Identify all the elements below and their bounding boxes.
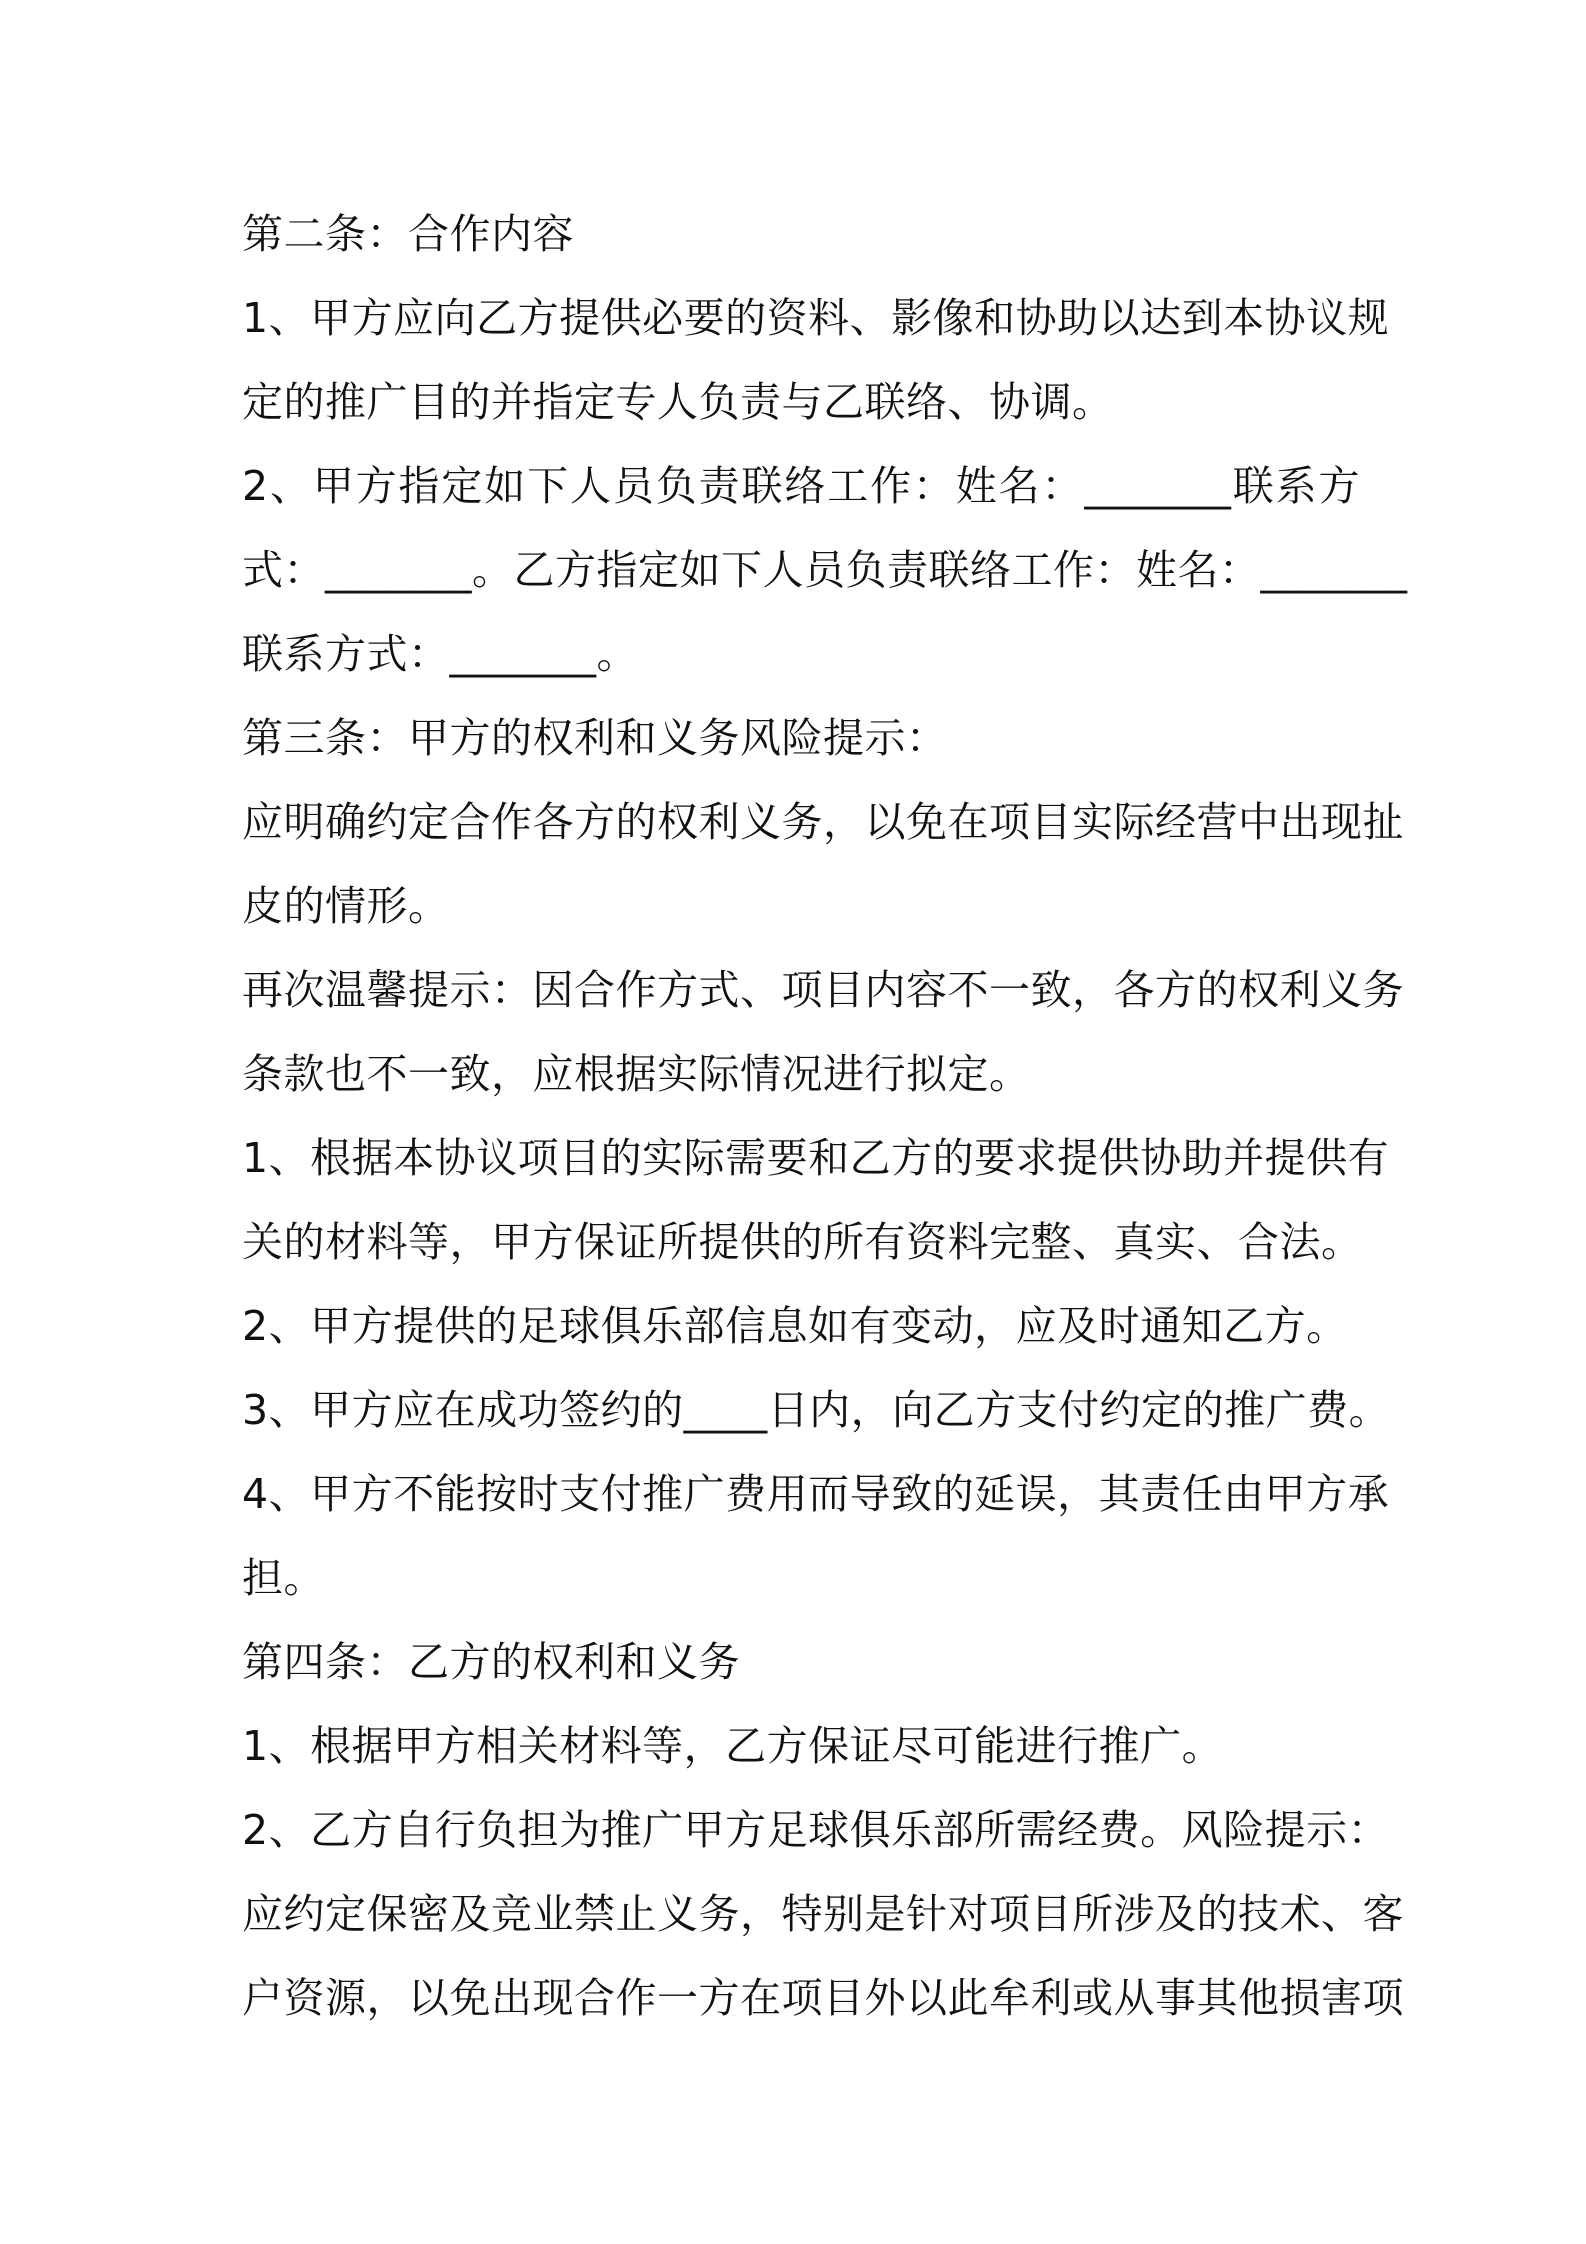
paragraph-line: 4、甲方不能按时支付推广费用而导致的延误，其责任由甲方承: [242, 1470, 1390, 1518]
section-heading-article-4: 第四条：乙方的权利和义务: [242, 1638, 740, 1686]
paragraph-line: 2、乙方自行负担为推广甲方足球俱乐部所需经费。风险提示：: [242, 1806, 1390, 1854]
paragraph-line: 联系方式：_______。: [242, 630, 638, 678]
paragraph-line: 关的材料等，甲方保证所提供的所有资料完整、真实、合法。: [242, 1218, 1363, 1266]
paragraph-line: 式：_______。乙方指定如下人员负责联络工作：姓名：_______: [242, 546, 1408, 594]
section-heading-article-3: 第三条：甲方的权利和义务风险提示：: [242, 714, 948, 762]
paragraph-line: 1、根据甲方相关材料等，乙方保证尽可能进行推广。: [242, 1722, 1224, 1770]
paragraph-line: 户资源，以免出现合作一方在项目外以此牟利或从事其他损害项: [242, 1974, 1404, 2022]
paragraph-line: 再次温馨提示：因合作方式、项目内容不一致，各方的权利义务: [242, 966, 1404, 1014]
paragraph-line: 条款也不一致，应根据实际情况进行拟定。: [242, 1050, 1031, 1098]
paragraph-line: 1、根据本协议项目的实际需要和乙方的要求提供协助并提供有: [242, 1134, 1390, 1182]
paragraph-line: 2、甲方指定如下人员负责联络工作：姓名：_______联系方: [242, 462, 1360, 510]
paragraph-line: 定的推广目的并指定专人负责与乙联络、协调。: [242, 378, 1114, 426]
paragraph-line: 应明确约定合作各方的权利义务，以免在项目实际经营中出现扯: [242, 798, 1404, 846]
document-page: [242, 192, 1408, 2040]
paragraph-line: 担。: [242, 1554, 325, 1602]
paragraph-line: 应约定保密及竞业禁止义务，特别是针对项目所涉及的技术、客: [242, 1890, 1404, 1938]
section-heading-article-2: 第二条：合作内容: [242, 210, 574, 258]
paragraph-line: 1、甲方应向乙方提供必要的资料、影像和协助以达到本协议规: [242, 294, 1390, 342]
paragraph-line: 皮的情形。: [242, 882, 450, 930]
paragraph-line: 3、甲方应在成功签约的____日内，向乙方支付约定的推广费。: [242, 1386, 1391, 1434]
paragraph-line: 2、甲方提供的足球俱乐部信息如有变动，应及时通知乙方。: [242, 1302, 1348, 1350]
